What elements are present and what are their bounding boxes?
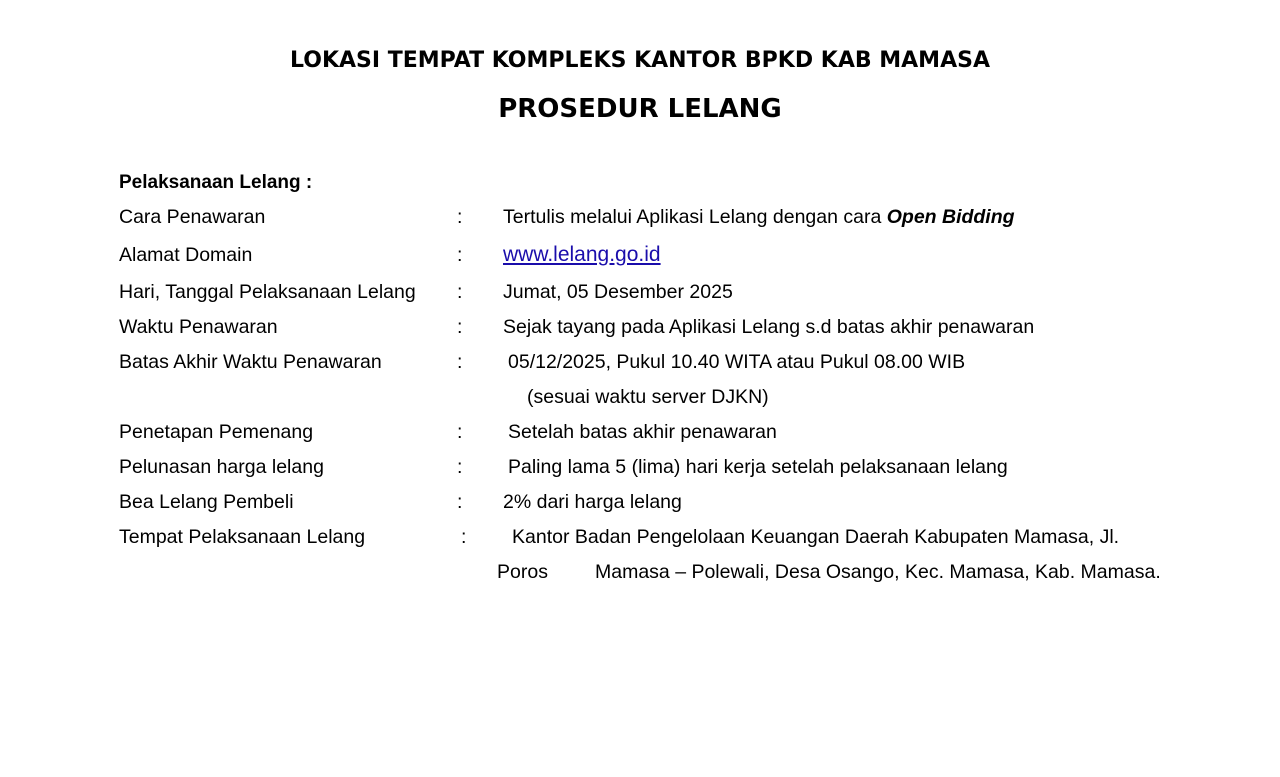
row-label-waktu-penawaran: Waktu Penawaran [119, 316, 278, 338]
row-label-alamat-domain: Alamat Domain [119, 244, 253, 266]
row-colon: : [457, 421, 463, 443]
row-value-hari-tanggal: Jumat, 05 Desember 2025 [503, 281, 733, 303]
row-value-tempat-line2a: Poros [497, 561, 548, 583]
row-colon: : [457, 244, 463, 266]
document-title: LOKASI TEMPAT KOMPLEKS KANTOR BPKD KAB MAMASA [290, 48, 990, 73]
row-value-emphasis: Open Bidding [886, 206, 1015, 228]
row-colon: : [457, 351, 463, 373]
row-colon: : [457, 456, 463, 478]
row-value-tempat: Kantor Badan Pengelolaan Keuangan Daerah Kabupaten Mamasa, Jl. [512, 526, 1120, 548]
row-colon: : [457, 491, 463, 513]
document-subtitle: PROSEDUR LELANG [498, 94, 782, 124]
row-value-pelunasan: Paling lama 5 (lima) hari kerja setelah pelaksanaan lelang [508, 456, 1008, 478]
row-label-batas-akhir: Batas Akhir Waktu Penawaran [119, 351, 382, 373]
row-label-pelunasan: Pelunasan harga lelang [119, 456, 324, 478]
row-value-bea-lelang: 2% dari harga lelang [503, 491, 682, 513]
domain-link[interactable]: www.lelang.go.id [503, 243, 661, 266]
row-colon: : [457, 206, 463, 228]
row-label-hari-tanggal: Hari, Tanggal Pelaksanaan Lelang [119, 281, 416, 303]
row-value-batas-akhir: 05/12/2025, Pukul 10.40 WITA atau Pukul 08.00 WIB [508, 351, 966, 373]
row-colon: : [457, 281, 463, 303]
row-label-cara-penawaran: Cara Penawaran [119, 206, 266, 228]
row-colon: : [457, 316, 463, 338]
row-value-waktu-penawaran: Sejak tayang pada Aplikasi Lelang s.d batas akhir penawaran [503, 316, 1035, 338]
row-colon: : [461, 526, 467, 548]
row-value-cara-penawaran [503, 208, 1015, 228]
section-heading: Pelaksanaan Lelang : [119, 172, 313, 193]
row-value-penetapan-pemenang: Setelah batas akhir penawaran [508, 421, 777, 443]
row-value-tempat-line2b: Mamasa – Polewali, Desa Osango, Kec. Mamasa, Kab. Mamasa. [595, 561, 1161, 583]
row-value-batas-akhir-note: (sesuai waktu server DJKN) [527, 386, 769, 408]
row-label-penetapan-pemenang: Penetapan Pemenang [119, 421, 314, 443]
row-label-bea-lelang: Bea Lelang Pembeli [119, 491, 294, 513]
row-label-tempat: Tempat Pelaksanaan Lelang [119, 526, 366, 548]
row-value-text: Tertulis melalui Aplikasi Lelang dengan cara [503, 206, 887, 228]
